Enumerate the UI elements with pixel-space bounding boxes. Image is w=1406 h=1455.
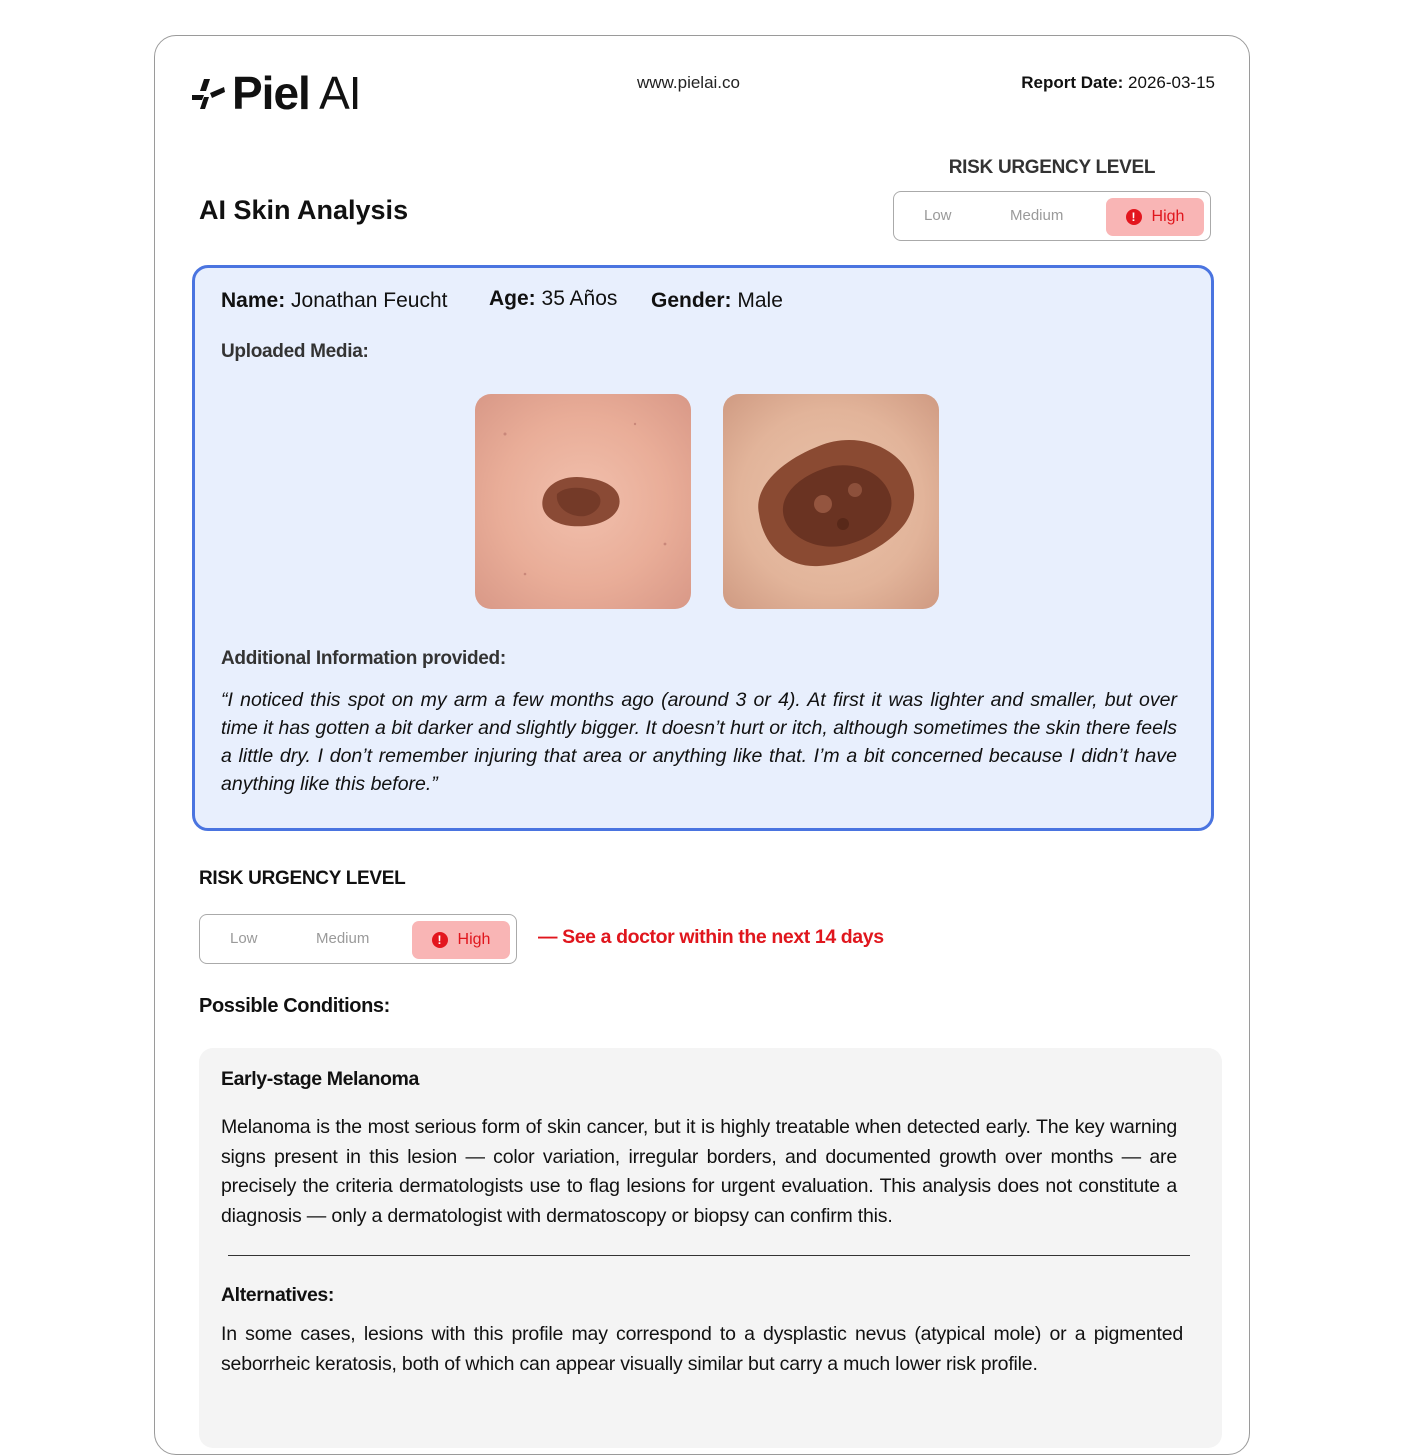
report-date-label: Report Date: [1021,73,1124,92]
risk-level-selector-bottom [199,914,517,964]
risk-option-high-label: High [1151,208,1185,225]
condition-description: Melanoma is the most serious form of skin cancer, but it is highly treatable when detected early. The key warning signs present in this lesion — color variation, irregular borders, and documented growth over months — are precisely the criteria dermatologists use to flag lesions for urgent evaluation. This analysis does not constitute a diagnosis — only a dermatologist with dermatoscopy or biopsy can confirm this. [221,1116,1177,1227]
risk-urgency-title-top: RISK URGENCY LEVEL [948,157,1156,178]
page-title: AI Skin Analysis [199,195,409,225]
possible-conditions-title: Possible Conditions: [199,995,390,1017]
alternatives-description: In some cases, lesions with this profile may correspond to a dysplastic nevus (atypical mole) or a pigmented seborrheic keratosis, both of which can appear visually similar but carry a much lower risk profile. [221,1323,1183,1375]
divider [228,1255,1190,1256]
risk-option-high-selected [1106,198,1204,236]
condition-card [199,1048,1222,1448]
uploaded-media-label: Uploaded Media: [221,341,369,362]
uploaded-photo-1[interactable] [475,394,691,609]
doctor-recommendation: — See a doctor within the next 14 days [538,926,884,948]
website-url: www.pielai.co [637,73,740,92]
uploaded-photo-2[interactable] [723,394,939,609]
patient-name [221,289,448,313]
condition-name: Early-stage Melanoma [221,1068,419,1090]
report-date-value: 2026-03-15 [1128,73,1215,92]
patient-gender [651,289,783,313]
additional-info-text: “I noticed this spot on my arm a few months ago (around 3 or 4). At first it was lighter and smaller, but over time it has gotten a bit darker and slightly bigger. It doesn’t hurt or itch, although sometimes the skin there feels a little dry. I don’t remember injuring that area or anything like that. I’m a bit concerned because I didn’t have anything like this before.” [221,689,1177,795]
name-label: Name: [221,289,286,312]
piel-ai-logo: Piel AI [190,70,361,116]
age-value: 35 Años [541,287,618,310]
risk-option-low: Low [924,207,952,224]
additional-info-label: Additional Information provided: [221,648,506,669]
age-label: Age: [489,287,536,310]
risk-option-high-selected [412,921,510,959]
risk-urgency-title-bottom: RISK URGENCY LEVEL [199,868,406,889]
gender-label: Gender: [651,289,732,312]
gender-value: Male [737,289,783,312]
name-value: Jonathan Feucht [291,289,448,312]
risk-option-medium: Medium [316,930,370,947]
alert-icon: ! [1126,209,1142,225]
risk-option-high-label: High [457,931,491,948]
risk-option-medium: Medium [1010,207,1064,224]
plus-leaf-icon [190,73,230,113]
report-date [1021,73,1215,93]
risk-level-selector-top [893,191,1211,241]
patient-age [489,287,617,311]
alternatives-label: Alternatives: [221,1284,334,1306]
risk-option-low: Low [230,930,258,947]
alert-icon: ! [432,932,448,948]
